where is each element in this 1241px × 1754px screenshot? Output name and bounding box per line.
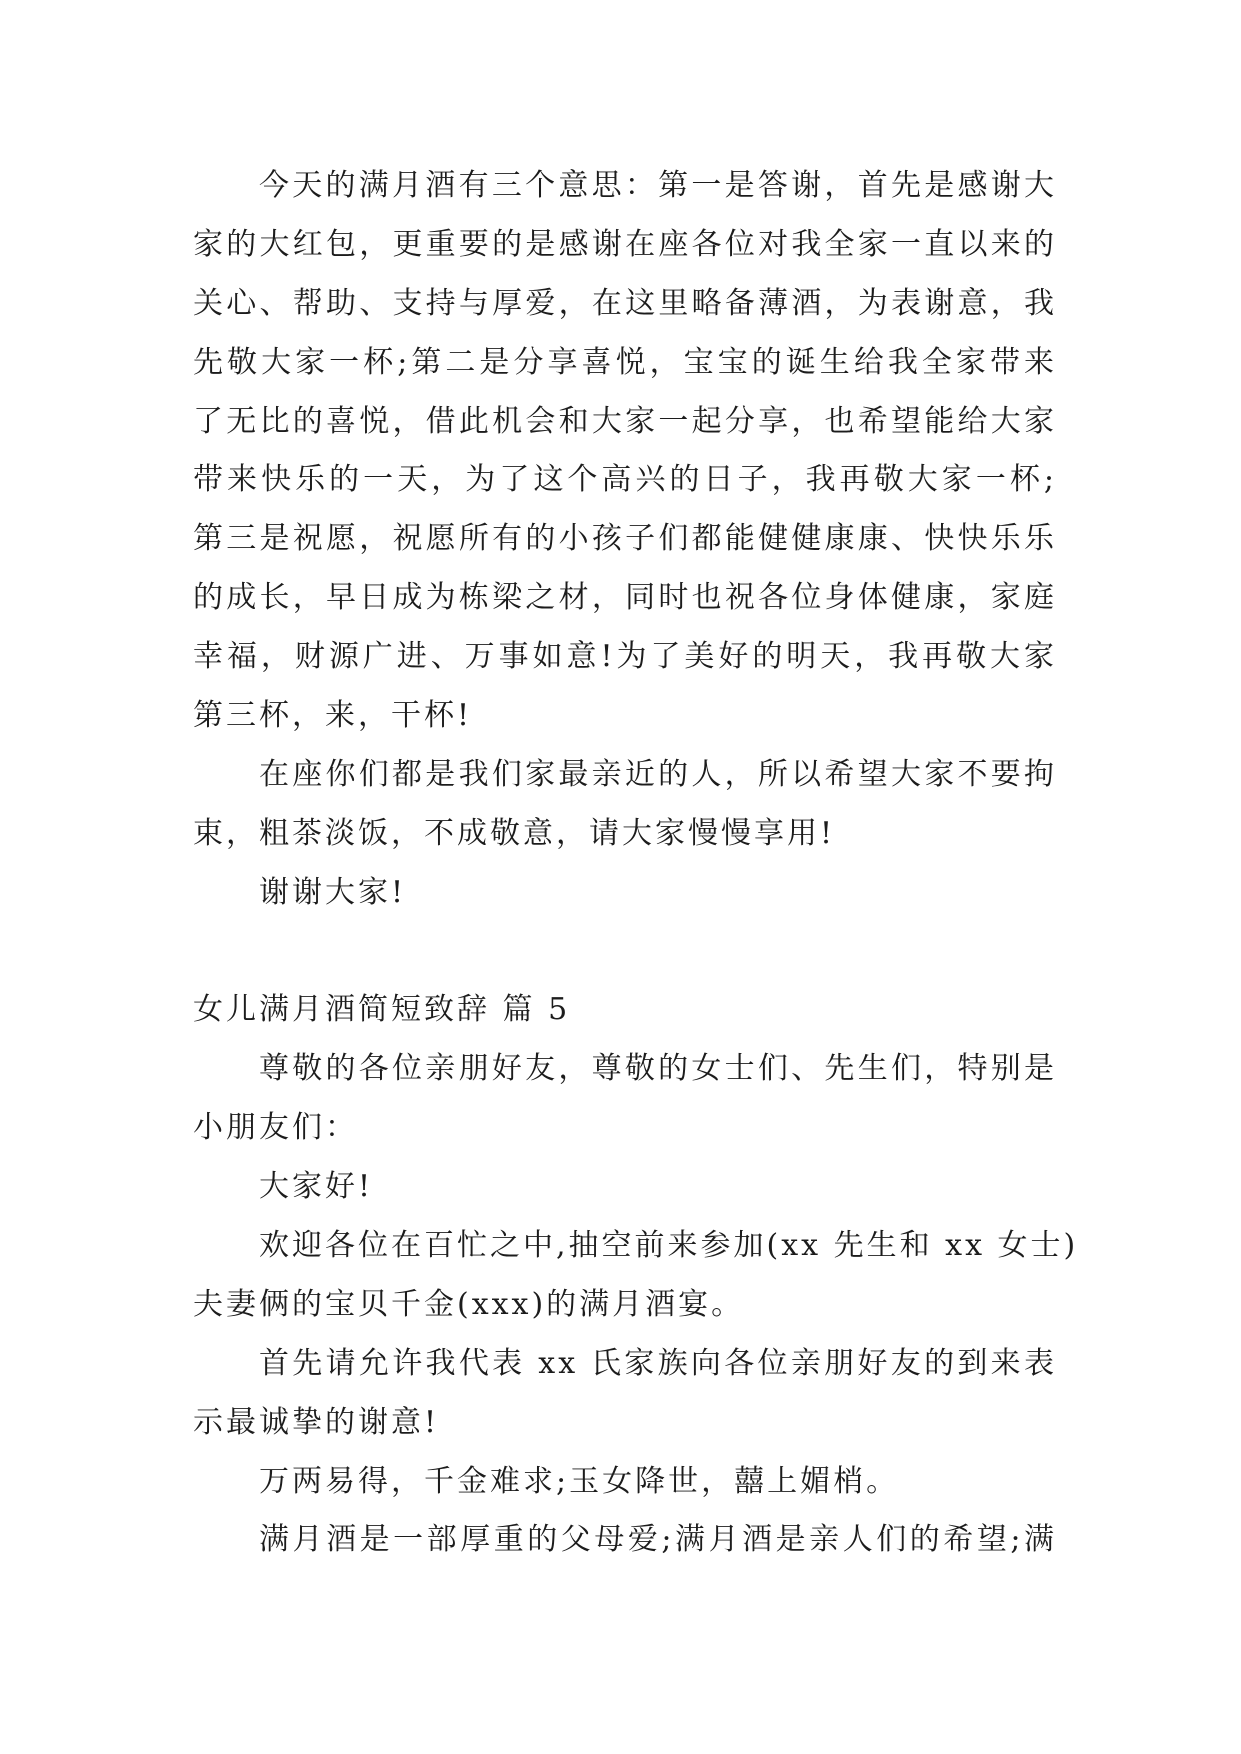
section-heading: 女儿满月酒简短致辞 篇 5	[193, 992, 571, 1028]
paragraph	[193, 1158, 1057, 1217]
paragraph-line: 夫妻俩的宝贝千金(xxx)的满月酒宴。	[193, 1286, 745, 1322]
paragraph-line: 了无比的喜悦，借此机会和大家一起分享，也希望能给大家	[193, 403, 1057, 439]
document-body	[193, 157, 1079, 1570]
paragraph	[193, 1040, 1057, 1158]
paragraph-line: 示最诚挚的谢意!	[193, 1404, 440, 1440]
paragraph-line: 小朋友们：	[193, 1110, 358, 1146]
paragraph	[193, 1217, 1079, 1335]
paragraph-line: 万两易得，千金难求;玉女降世，囍上媚梢。	[259, 1463, 900, 1499]
paragraph	[193, 1335, 1057, 1453]
paragraph-line: 今天的满月酒有三个意思：第一是答谢，首先是感谢大	[259, 168, 1057, 203]
paragraph-line: 幸福，财源广进、万事如意!为了美好的明天，我再敬大家	[193, 639, 1057, 675]
section-gap	[193, 923, 1057, 982]
paragraph-line: 的成长，早日成为栋梁之材，同时也祝各位身体健康，家庭	[193, 580, 1057, 616]
paragraph-line: 第三杯，来，干杯!	[193, 698, 473, 734]
paragraph-line: 束，粗茶淡饭，不成敬意，请大家慢慢享用!	[193, 815, 836, 851]
paragraph-line: 关心、帮助、支持与厚爱，在这里略备薄酒，为表谢意，我	[193, 285, 1057, 321]
paragraph-line: 先敬大家一杯;第二是分享喜悦，宝宝的诞生给我全家带来	[193, 344, 1057, 380]
paragraph-line: 尊敬的各位亲朋好友，尊敬的女士们、先生们，特别是	[259, 1051, 1057, 1087]
paragraph	[193, 746, 1057, 864]
paragraph-line: 大家好!	[259, 1169, 374, 1205]
paragraph-line: 带来快乐的一天，为了这个高兴的日子，我再敬大家一杯;	[193, 462, 1057, 498]
paragraph-line: 谢谢大家!	[259, 874, 407, 910]
paragraph-line: 家的大红包，更重要的是感谢在座各位对我全家一直以来的	[193, 226, 1057, 262]
paragraph-line: 欢迎各位在百忙之中,抽空前来参加(xx 先生和 xx 女士)	[259, 1228, 1079, 1264]
paragraph-line: 在座你们都是我们家最亲近的人，所以希望大家不要拘	[259, 756, 1057, 792]
paragraph	[193, 864, 1057, 923]
paragraph	[193, 1511, 1057, 1570]
paragraph	[193, 157, 1057, 746]
paragraph-line: 满月酒是一部厚重的父母爱;满月酒是亲人们的希望;满	[259, 1522, 1057, 1558]
paragraph-line: 首先请允许我代表 xx 氏家族向各位亲朋好友的到来表	[259, 1345, 1057, 1381]
paragraph-line: 第三是祝愿，祝愿所有的小孩子们都能健健康康、快快乐乐	[193, 521, 1057, 557]
paragraph	[193, 1453, 1057, 1512]
